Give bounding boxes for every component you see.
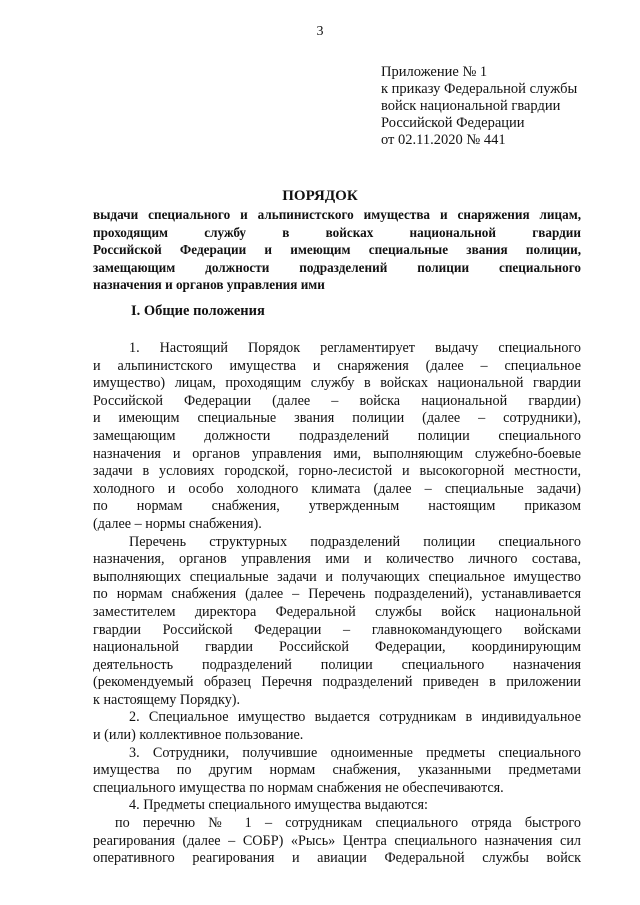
document-subtitle bbox=[93, 206, 581, 294]
body-line: национальной гвардии Российской Федерации, координирующим bbox=[93, 639, 581, 656]
appendix-line: Российской Федерации bbox=[381, 115, 525, 131]
body-line: по нормам снабжения (далее – Перечень подразделений), устанавливается bbox=[93, 586, 581, 603]
body-line: заместителем директора Федеральной службы войск национальной bbox=[93, 603, 581, 620]
subtitle-line: Российской Федерации и имеющим специальные звания полиции, bbox=[93, 242, 581, 257]
appendix-line: войск национальной гвардии bbox=[381, 98, 561, 114]
appendix-line: Приложение № 1 bbox=[381, 64, 488, 80]
body-line: Российской Федерации (далее – войска национальной гвардии) bbox=[93, 392, 581, 409]
body-line: и (или) коллективное пользование. bbox=[93, 727, 304, 744]
body-line: замещающим должности подразделений полиции специального bbox=[93, 427, 581, 444]
body-line: к настоящему Порядку). bbox=[93, 691, 241, 708]
body-line: оперативного реагирования и авиации Федеральной службы войск bbox=[93, 850, 581, 867]
body-line: и альпинистского имущества и снаряжения (далее – специальное bbox=[93, 357, 581, 374]
section-heading: I. Общие положения bbox=[131, 303, 265, 319]
body-line: 2. Специальное имущество выдается сотрудникам в индивидуальное bbox=[129, 709, 581, 726]
appendix-header bbox=[381, 64, 621, 149]
body-line: задачи в условиях городской, горно-лесистой и высокогорной местности, bbox=[93, 463, 581, 480]
appendix-line: к приказу Федеральной службы bbox=[381, 81, 578, 97]
document-body bbox=[93, 340, 581, 868]
body-line: реагирования (далее – СОБР) «Рысь» Центра специального назначения сил bbox=[93, 832, 581, 849]
body-line: (далее – нормы снабжения). bbox=[93, 515, 262, 532]
body-line: назначения, органов управления ими и количество личного состава, bbox=[93, 551, 581, 568]
body-line: гвардии Российской Федерации – главнокомандующего войсками bbox=[93, 621, 581, 638]
body-line: по нормам снабжения, утвержденным настоящим приказом bbox=[93, 498, 581, 515]
body-line: выполняющих специальные задачи и получающих специальное имущество bbox=[93, 568, 581, 585]
subtitle-line: замещающим должности подразделений полиции специального bbox=[93, 259, 581, 275]
body-line: Перечень структурных подразделений полиции специального bbox=[129, 533, 581, 550]
body-line: 4. Предметы специального имущества выдаются: bbox=[129, 797, 428, 814]
document-title: ПОРЯДОК bbox=[282, 188, 358, 204]
body-line: (рекомендуемый образец Перечня подразделений приведен в приложении bbox=[93, 674, 581, 691]
subtitle-line: выдачи специального и альпинистского имущества и снаряжения лицам, bbox=[93, 207, 581, 222]
body-line: специального имущества по нормам снабжения не обеспечиваются. bbox=[93, 779, 504, 796]
body-line: холодного и особо холодного климата (далее – специальные задачи) bbox=[93, 480, 581, 497]
body-line: по перечню № 1 – сотрудникам специального отряда быстрого bbox=[115, 815, 581, 832]
subtitle-line: проходящим службу в войсках национальной гвардии bbox=[93, 224, 581, 240]
body-line: имущество) лицам, проходящим службу в войсках национальной гвардии bbox=[93, 375, 581, 392]
body-line: 1. Настоящий Порядок регламентирует выдачу специального bbox=[129, 340, 581, 356]
body-line: 3. Сотрудники, получившие одноименные предметы специального bbox=[129, 744, 581, 761]
body-line: деятельность подразделений полиции специального назначения bbox=[93, 656, 581, 673]
subtitle-line: назначения и органов управления ими bbox=[93, 277, 325, 292]
body-line: и имеющим специальные звания полиции (далее – сотрудники), bbox=[93, 410, 581, 427]
body-line: назначения и органов управления ими, выполняющим служебно-боевые bbox=[93, 445, 581, 462]
appendix-line: от 02.11.2020 № 441 bbox=[381, 132, 506, 148]
page-number: 3 bbox=[316, 24, 324, 39]
body-line: имущества по другим нормам снабжения, указанными предметами bbox=[93, 762, 581, 779]
